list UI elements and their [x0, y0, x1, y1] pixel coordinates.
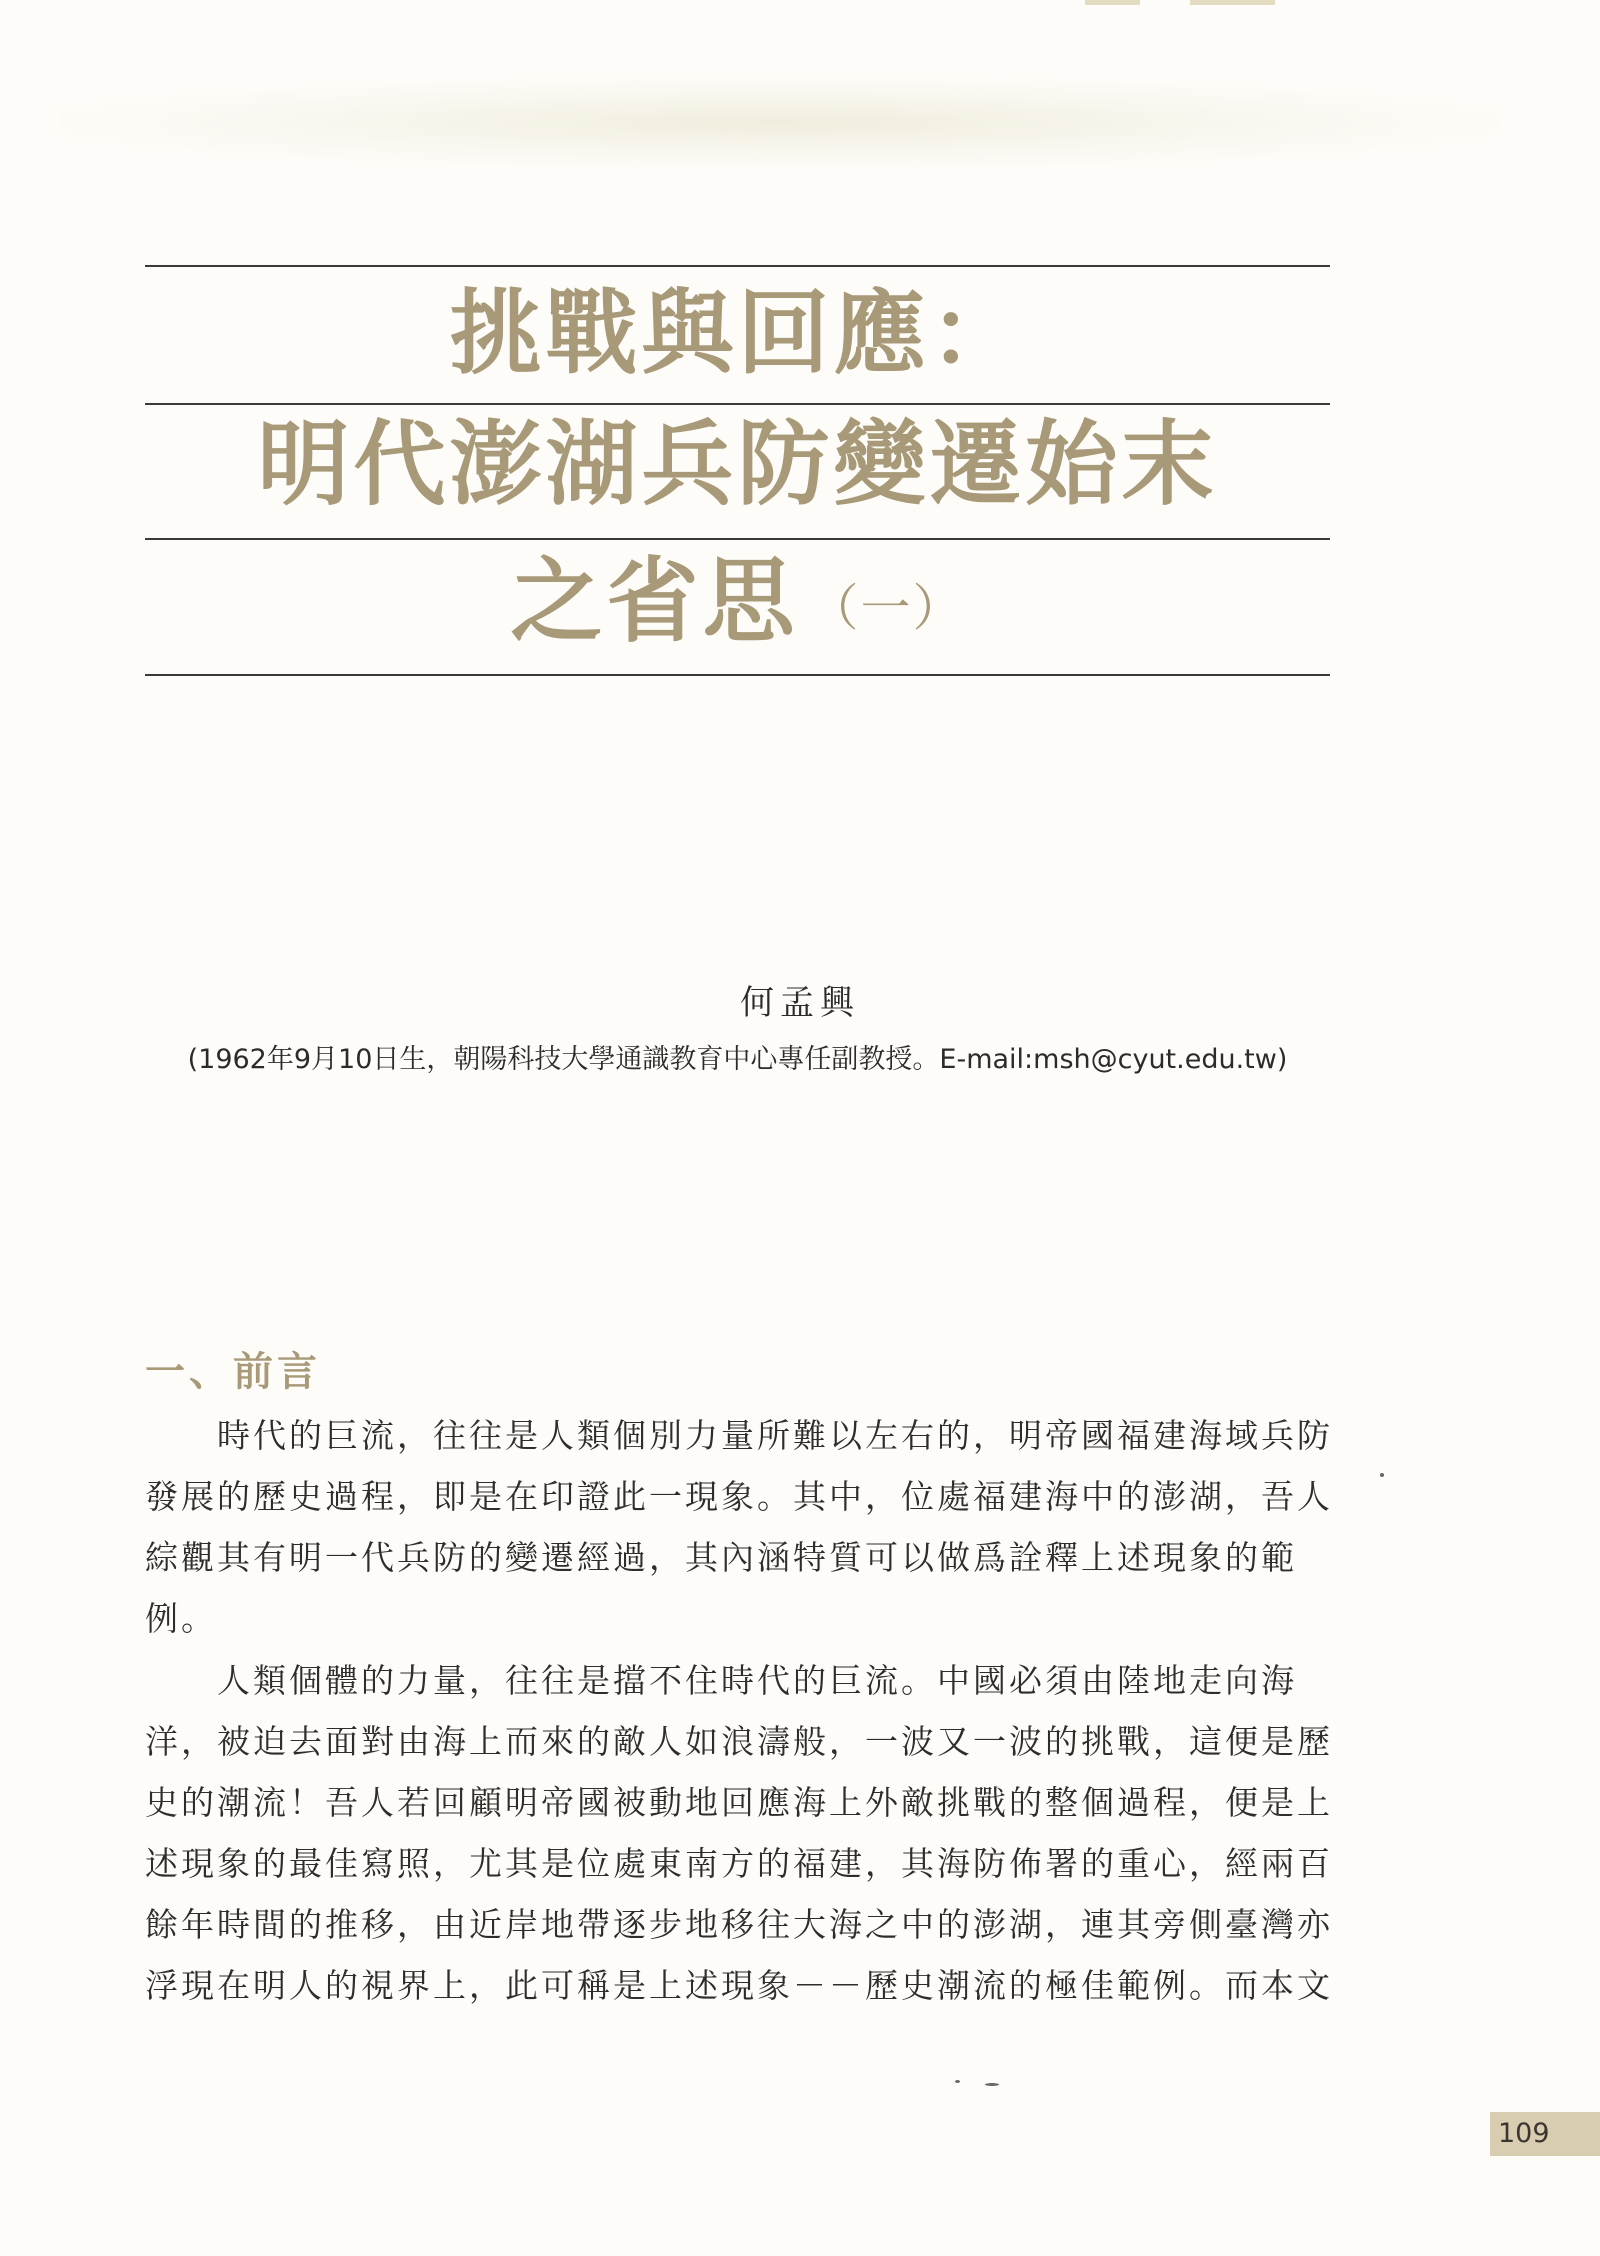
title-line-3	[145, 547, 1330, 655]
page-number: 109	[1490, 2112, 1600, 2156]
paragraph-text: 時代的巨流，往往是人類個別力量所難以左右的，明帝國福建海域兵防發展的歷史過程，即是在印證此一現象。其中，位處福建海中的澎湖，吾人綜觀其有明一代兵防的變遷經過，其內涵特質可以做爲詮釋上述現象的範例。	[145, 1416, 1333, 1638]
title-line-1: 挑戰與回應：	[449, 279, 1026, 387]
title-rule-3	[145, 538, 1330, 540]
body-paragraph-1	[145, 1405, 1345, 1649]
scan-speck	[985, 2083, 999, 2086]
scan-smudge	[60, 78, 1500, 168]
scan-speck	[1380, 1473, 1384, 1477]
scan-mark	[1085, 0, 1140, 5]
section-heading: 一、前言	[145, 1349, 321, 1395]
title-line-3-text: 之省思	[510, 547, 799, 655]
body-paragraph-2	[145, 1650, 1345, 2016]
title-line-2: 明代澎湖兵防變遷始末	[257, 410, 1218, 518]
author-affiliation: (1962年9月10日生，朝陽科技大學通識教育中心專任副教授。E-mail:msh@cyut.edu.tw)	[187, 1044, 1288, 1075]
scan-speck	[955, 2080, 960, 2083]
paragraph-text: 人類個體的力量，往往是擋不住時代的巨流。中國必須由陸地走向海洋，被迫去面對由海上而來的敵人如浪濤般，一波又一波的挑戰，這便是歷史的潮流！吾人若回顧明帝國被動地回應海上外敵挑戰的整個過程，便是上述現象的最佳寫照，尤其是位處東南方的福建，其海防佈署的重心，經兩百餘年時間的推移，由近岸地帶逐步地移往大海之中的澎湖，連其旁側臺灣亦浮現在明人的視界上，此可稱是上述現象－－歷史潮流的極佳範例。而本文	[145, 1661, 1333, 2005]
scan-mark	[1190, 0, 1275, 5]
title-rule-bottom	[145, 674, 1330, 676]
author-name: 何孟興	[740, 983, 860, 1023]
title-rule-2	[145, 403, 1330, 405]
title-part-number: （一）	[808, 579, 965, 637]
title-rule-top	[145, 265, 1330, 267]
